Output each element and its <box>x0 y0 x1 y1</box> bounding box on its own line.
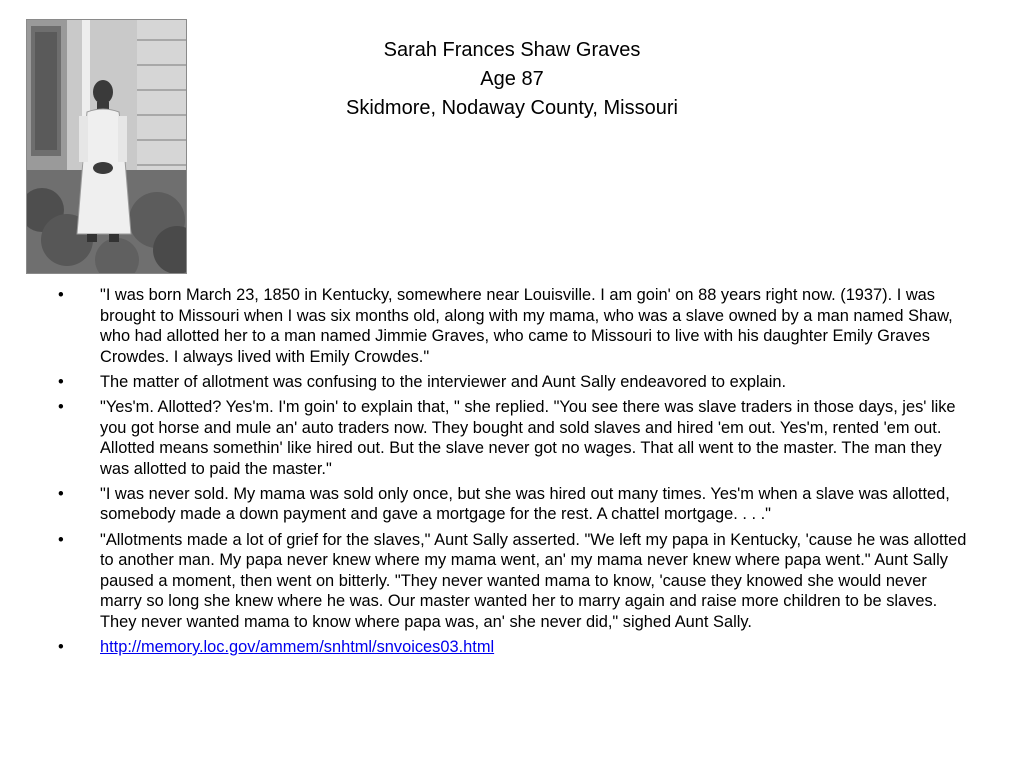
bullet-icon: • <box>58 397 64 416</box>
slide-title <box>260 36 764 123</box>
title-age: Age 87 <box>480 68 544 90</box>
title-name: Sarah Frances Shaw Graves <box>383 39 641 61</box>
list-item <box>58 397 968 479</box>
bullet-icon: • <box>58 530 64 549</box>
bullet-list <box>58 285 968 658</box>
list-item <box>58 637 968 658</box>
portrait-photo <box>26 19 187 274</box>
source-link[interactable]: http://memory.loc.gov/ammem/snhtml/snvoices03.html <box>100 638 495 656</box>
paragraph-text: The matter of allotment was confusing to the interviewer and Aunt Sally endeavored to explain. <box>100 372 787 391</box>
paragraph-text: "I was never sold. My mama was sold only once, but she was hired out many times. Yes'm when a slave was allotted, somebody made a down payment and gave a mortgage for the rest. A chattel mortgage. . . ." <box>100 484 950 524</box>
paragraph-text: "Allotments made a lot of grief for the slaves," Aunt Sally asserted. "We left my papa in Kentucky, 'cause he was allotted to another man. My papa never knew where my mama went, an' my mama never knew where papa went." Aunt Sally paused a moment, then went on bitterly. "They never wanted mama to know, 'cause they knowed she would never marry so long she knew where he was. Our master wanted her to marry again and raise more children to be slaves. They never wanted mama to know where papa was, an' she never did," sighed Aunt Sally. <box>100 530 967 631</box>
list-item <box>58 530 968 633</box>
list-item <box>58 372 968 393</box>
title-location: Skidmore, Nodaway County, Missouri <box>346 97 678 119</box>
paragraph-text: "I was born March 23, 1850 in Kentucky, somewhere near Louisville. I am goin' on 88 years right now. (1937). I was brought to Missouri when I was six months old, along with my mama, who was a slave owned by a man named Shaw, who had allotted her to a man named Jimmie Graves, who came to Missouri to live with his daughter Emily Graves Crowdes. I always lived with Emily Crowdes." <box>100 286 953 366</box>
bullet-icon: • <box>58 484 64 503</box>
bullet-icon: • <box>58 286 64 304</box>
bullet-icon: • <box>58 638 64 656</box>
portrait-photo-image <box>27 20 186 273</box>
list-item <box>58 285 968 367</box>
list-item <box>58 484 968 525</box>
body-text <box>58 285 968 662</box>
paragraph-text: "Yes'm. Allotted? Yes'm. I'm goin' to explain that, " she replied. "You see there was slave traders in those days, jes' like you got horse and mule an' auto traders now. They bought and sold slaves and hired 'em out. Yes'm, rented 'em out. Allotted means somethin' like hired out. But the slave never got no wages. That all went to the master. The man they was allotted to paid the master." <box>100 397 956 478</box>
bullet-icon: • <box>58 372 64 391</box>
